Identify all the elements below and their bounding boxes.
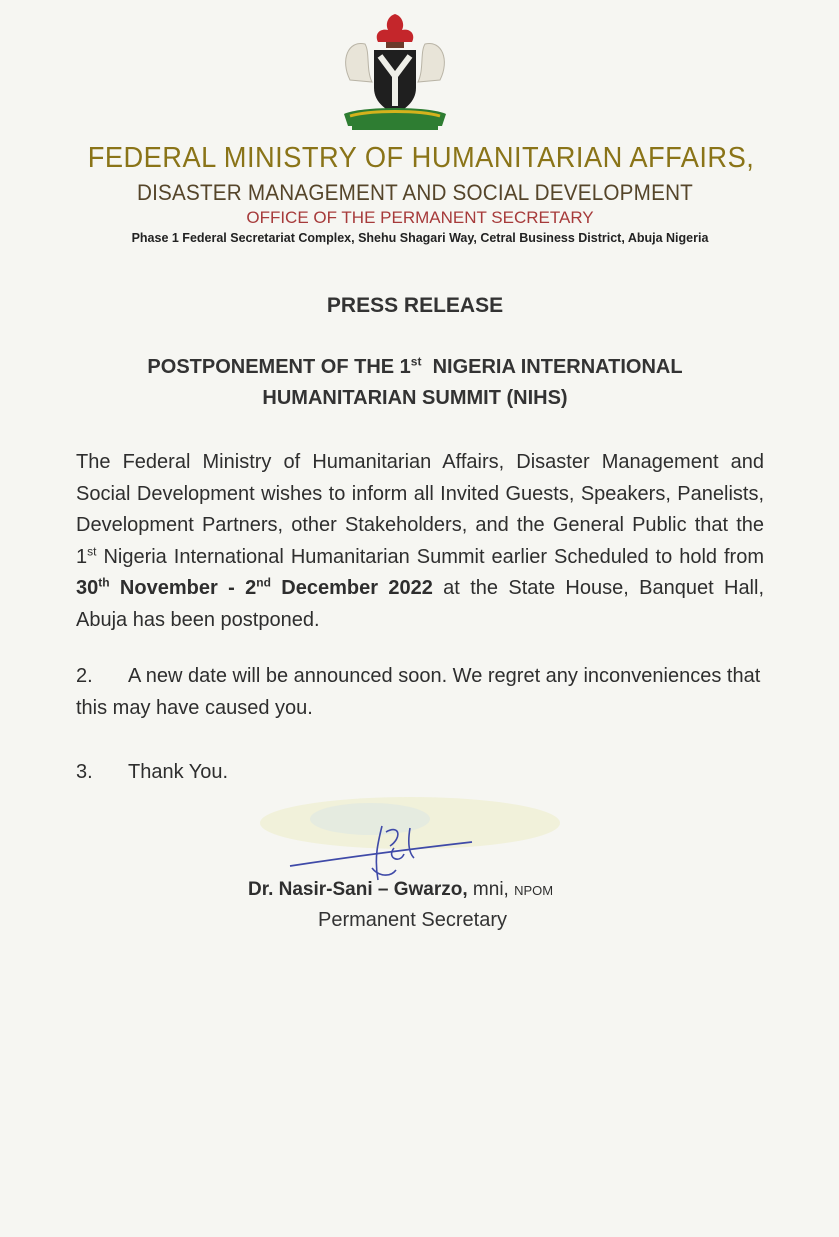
date-start-sup: th [98,575,110,590]
paragraph-3-number: 3. [76,761,93,783]
subject-heading [60,352,770,414]
ministry-name-line2: DISASTER MANAGEMENT AND SOCIAL DEVELOPMENT [136,180,694,205]
paragraph-2-number: 2. [76,665,93,687]
signer-name-text: Dr. Nasir-Sani – Gwarzo, [248,879,468,900]
signer-title: Permanent Secretary [318,909,507,931]
signer-name [248,879,648,901]
p1-text-b: Nigeria International Humanitarian Summit earlier Scheduled to hold from [96,545,764,568]
signer-honor-1: mni, [472,879,509,900]
date-end-sup: nd [256,575,271,590]
subject-line2: HUMANITARIAN SUMMIT (NIHS) [262,387,568,409]
ministry-name-line1: FEDERAL MINISTRY OF HUMANITARIAN AFFAIRS, [87,142,755,174]
p1-text-c: at the State House, Banquet Hall, Abuja has been postponed. [76,577,765,631]
date-end: December 2022 [270,577,433,599]
paragraph-3-text: Thank You. [128,761,229,783]
office-title: OFFICE OF THE PERMANENT SECRETARY [246,208,594,227]
paragraph-3 [76,757,764,789]
subject-sup: st [410,354,422,369]
signer-honor-2: NPOM [514,883,554,898]
event-dates [76,577,433,599]
date-mid: November - 2 [109,577,257,599]
paragraph-2 [76,661,764,724]
subject-pre: POSTPONEMENT OF THE 1 [147,356,411,378]
paragraph-1 [76,447,764,636]
coat-of-arms-icon [330,10,460,132]
document-heading: PRESS RELEASE [326,294,504,317]
ministry-address: Phase 1 Federal Secretariat Complex, Shehu Shagari Way, Cetral Business District, Abuja Nigeria [131,231,709,245]
subject-post: NIGERIA INTERNATIONAL [421,356,683,378]
p1-sup-a: st [87,543,97,558]
p1-text-a: The Federal Ministry of Humanitarian Affairs, Disaster Management and Social Development wishes to inform all Invited Guests, Speakers, Panelists, Development Partners, other Stakeholders, and the General Public that the 1 [76,451,764,568]
date-start: 30 [76,577,99,599]
paragraph-2-text: A new date will be announced soon. We regret any inconveniences that this may have caused you. [76,665,761,719]
